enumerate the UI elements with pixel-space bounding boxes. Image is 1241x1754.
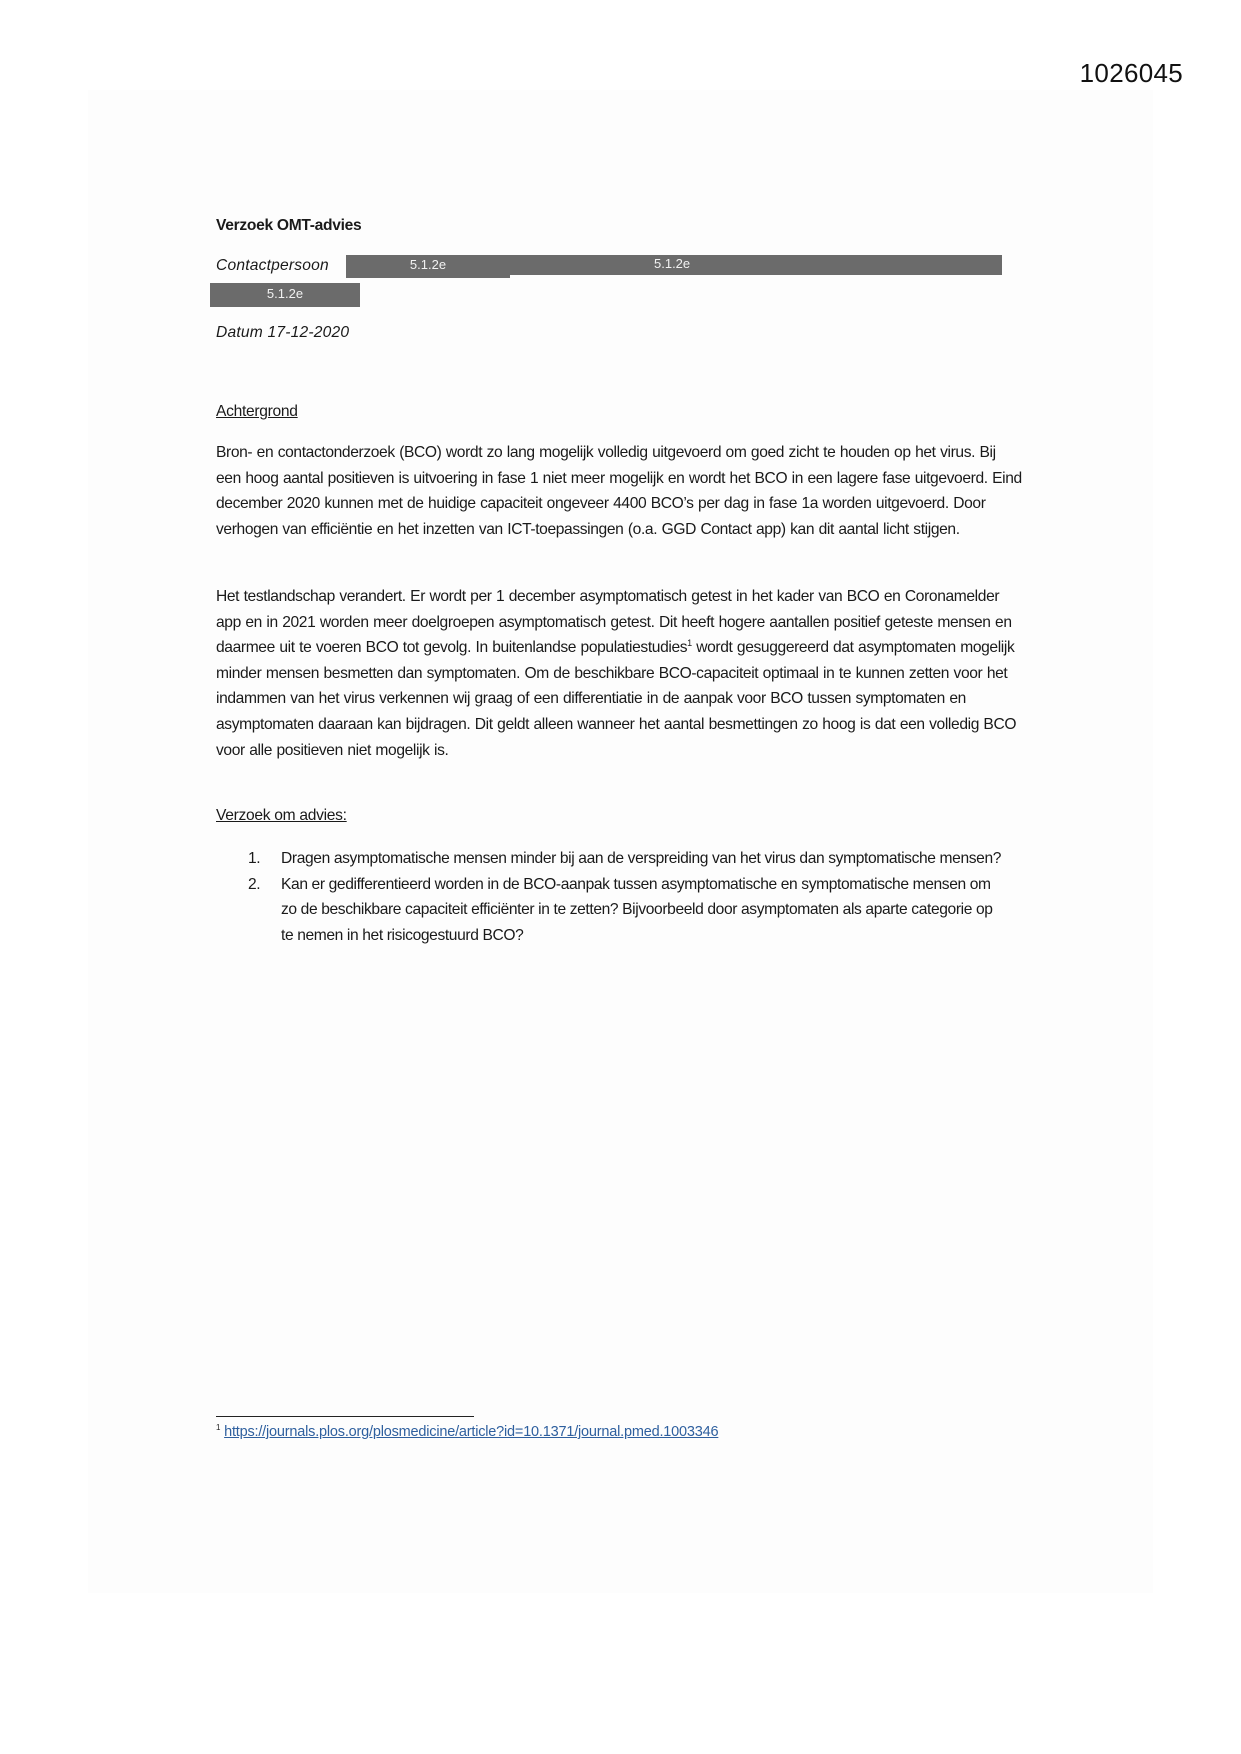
footnote-marker: 1 [216, 1423, 221, 1432]
document-number: 1026045 [1079, 58, 1183, 88]
paragraph-text: Het testlandschap verandert. Er wordt per 1 december asymptomatisch getest in het kader van BCO en Coronamelder app en in 2021 worden meer doelgroepen asymptomatisch getest. Dit heeft hogere aantallen positief geteste mensen en daarmee uit te voeren BCO tot gevolg. In buitenlandse populatiestudies [216, 588, 1012, 657]
list-item-text: Kan er gedifferentieerd worden in de BCO-aanpak tussen asymptomatische en symptomatische mensen om zo de beschikbare capaciteit efficiënter in te zetten? Bijvoorbeeld door asymptomaten als aparte categorie op te nemen in het risicogestuurd BCO? [281, 875, 993, 944]
footnote-reference[interactable]: 1 [687, 638, 692, 648]
document-title: Verzoek OMT-advies [216, 217, 362, 234]
list-item [248, 872, 1008, 949]
advice-questions-list [248, 846, 1008, 948]
redaction-block [210, 283, 360, 307]
redaction-block [346, 255, 510, 278]
section-heading-achtergrond: Achtergrond [216, 403, 298, 420]
contact-label: Contactpersoon [216, 257, 329, 274]
paragraph-background: Bron- en contactonderzoek (BCO) wordt zo lang mogelijk volledig uitgevoerd om goed zicht te houden op het virus. Bij een hoog aantal positieven is uitvoering in fase 1 niet meer mogelijk en wordt het BCO in een lagere fase uitgevoerd. Eind december 2020 kunnen met de huidige capaciteit ongeveer 4400 BCO’s per dag in fase 1a worden uitgevoerd. Door verhogen van efficiëntie en het inzetten van ICT-toepassingen (o.a. GGD Contact app) kan dit aantal licht stijgen. [216, 444, 1022, 538]
list-number: 1. [248, 850, 261, 867]
date-line: Datum 17-12-2020 [216, 324, 350, 341]
footnote [216, 1423, 718, 1440]
redaction-code: 5.1.2e [654, 256, 691, 271]
redaction-code: 5.1.2e [409, 257, 447, 272]
footnote-link[interactable]: https://journals.plos.org/plosmedicine/article?id=10.1371/journal.pmed.1003346 [224, 1423, 719, 1440]
redaction-block [510, 255, 1002, 275]
list-item-text: Dragen asymptomatische mensen minder bij aan de verspreiding van het virus dan symptomatische mensen? [281, 850, 1002, 867]
list-item [248, 846, 1008, 872]
paragraph-test-landscape [216, 584, 1022, 763]
footnote-separator [216, 1416, 474, 1417]
paragraph-text: wordt gesuggereerd dat asymptomaten mogelijk minder mensen besmetten dan symptomaten. Om de beschikbare BCO-capaciteit optimaal in te kunnen zetten voor het indammen van het virus verkennen wij graag of een differentiatie in de aanpak voor BCO tussen symptomaten en asymptomaten daaraan kan bijdragen. Dit geldt alleen wanneer het aantal besmettingen zo hoog is dat een volledig BCO voor alle positieven niet mogelijk is. [216, 639, 1017, 759]
page-area [88, 90, 1153, 1593]
list-number: 2. [248, 875, 261, 893]
redaction-code: 5.1.2e [266, 286, 304, 301]
section-heading-advice-request: Verzoek om advies: [216, 807, 347, 824]
